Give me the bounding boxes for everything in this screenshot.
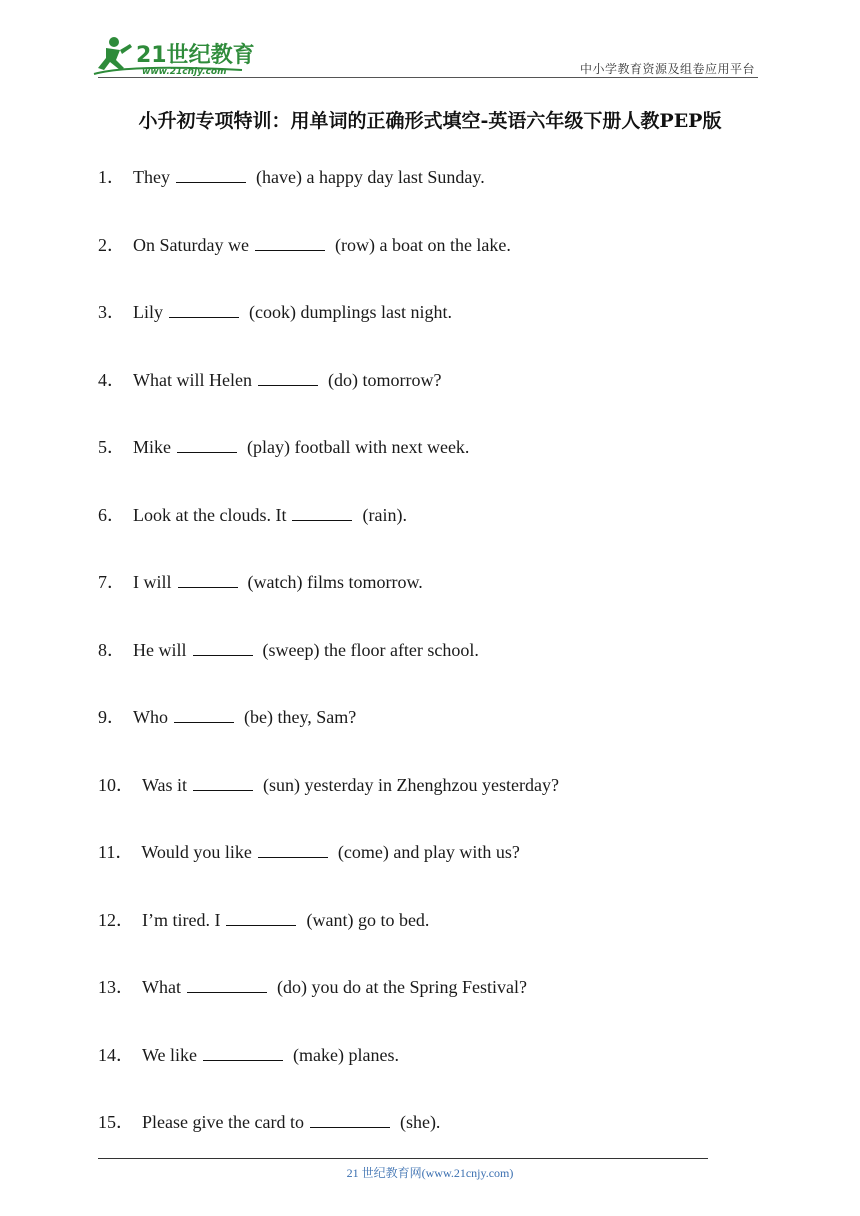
answer-blank[interactable] (169, 299, 239, 318)
answer-blank[interactable] (178, 569, 238, 588)
question-text-before: They (133, 167, 170, 187)
answer-blank[interactable] (292, 502, 352, 521)
question-item (98, 299, 559, 367)
answer-blank[interactable] (176, 164, 246, 183)
question-text-after: (have) a happy day last Sunday. (255, 167, 485, 187)
question-text-before: Mike (133, 437, 171, 457)
question-number: 15． (98, 1112, 134, 1132)
question-item (98, 907, 559, 975)
answer-blank[interactable] (187, 974, 267, 993)
logo-runner-icon (92, 34, 262, 78)
question-text-after: (rain). (362, 504, 407, 525)
answer-blank[interactable] (193, 637, 253, 656)
question-text-after: (watch) films tomorrow. (247, 572, 423, 592)
question-number: 14． (98, 1044, 134, 1065)
question-item (98, 569, 559, 637)
question-text-after: (come) and play with us? (337, 842, 520, 862)
question-number: 5． (98, 437, 125, 457)
answer-blank[interactable] (310, 1109, 390, 1128)
question-item (98, 164, 559, 232)
question-number: 4． (98, 369, 125, 390)
question-text-before: Lily (133, 302, 163, 322)
question-text-before: Would you like (141, 842, 252, 862)
page-header (0, 0, 860, 80)
question-number: 7． (98, 572, 125, 592)
question-number: 9． (98, 707, 125, 727)
question-text-before: We like (142, 1044, 198, 1065)
question-text-before: Was it (142, 774, 188, 795)
answer-blank[interactable] (255, 232, 325, 251)
question-number: 11． (98, 842, 134, 862)
question-number: 1． (98, 167, 125, 187)
question-text-before: He will (133, 639, 187, 660)
question-number: 13． (98, 977, 134, 997)
question-text-before: Who (133, 707, 168, 727)
question-number: 3． (98, 302, 125, 322)
answer-blank[interactable] (258, 839, 328, 858)
question-text-before: Please give the card to (142, 1112, 304, 1132)
question-item (98, 704, 559, 772)
question-number: 12． (98, 909, 134, 930)
answer-blank[interactable] (177, 434, 237, 453)
question-text-after: (sweep) the floor after school. (262, 639, 479, 660)
question-item (98, 1042, 559, 1110)
question-item (98, 367, 559, 435)
question-text-after: (do) you do at the Spring Festival? (276, 977, 527, 997)
answer-blank[interactable] (203, 1042, 283, 1061)
question-text-after: (cook) dumplings last night. (249, 302, 452, 322)
question-number: 6． (98, 504, 125, 525)
site-tagline: 中小学教育资源及组卷应用平台 (579, 62, 755, 76)
question-item (98, 434, 559, 502)
question-text-after: (she). (399, 1112, 441, 1132)
footer-divider (98, 1158, 708, 1159)
logo-url: www.21cnjy.com (142, 67, 227, 77)
question-number: 2． (98, 234, 125, 255)
answer-blank[interactable] (226, 907, 296, 926)
question-text-before: I’m tired. I (142, 909, 221, 930)
question-item (98, 772, 559, 840)
question-text-after: (row) a boat on the lake. (334, 234, 511, 255)
question-text-before: On Saturday we (133, 234, 249, 255)
question-text-after: (be) they, Sam? (244, 707, 357, 727)
question-number: 8． (98, 639, 125, 660)
question-item (98, 839, 559, 907)
question-text-after: (want) go to bed. (306, 909, 430, 930)
question-text-after: (sun) yesterday in Zhenghzou yesterday? (263, 774, 559, 795)
question-text-before: I will (133, 572, 172, 592)
logo (92, 34, 262, 78)
worksheet-title: 小升初专项特训：用单词的正确形式填空-英语六年级下册人教PEP版 (138, 110, 722, 132)
logo-text: 21世纪教育 (136, 43, 255, 68)
question-text-before: What (142, 977, 181, 997)
header-divider (98, 77, 758, 78)
question-item (98, 637, 559, 705)
answer-blank[interactable] (174, 704, 234, 723)
question-text-before: What will Helen (133, 369, 252, 390)
answer-blank[interactable] (193, 772, 253, 791)
question-item (98, 232, 559, 300)
footer-text: 21 世纪教育网(www.21cnjy.com) (346, 1166, 514, 1180)
question-list (98, 164, 559, 1177)
question-text-before: Look at the clouds. It (133, 504, 287, 525)
question-number: 10． (98, 774, 134, 795)
answer-blank[interactable] (258, 367, 318, 386)
question-item (98, 502, 559, 570)
question-text-after: (make) planes. (293, 1044, 399, 1065)
question-text-after: (do) tomorrow? (327, 369, 442, 390)
question-text-after: (play) football with next week. (247, 437, 470, 457)
question-item (98, 974, 559, 1042)
